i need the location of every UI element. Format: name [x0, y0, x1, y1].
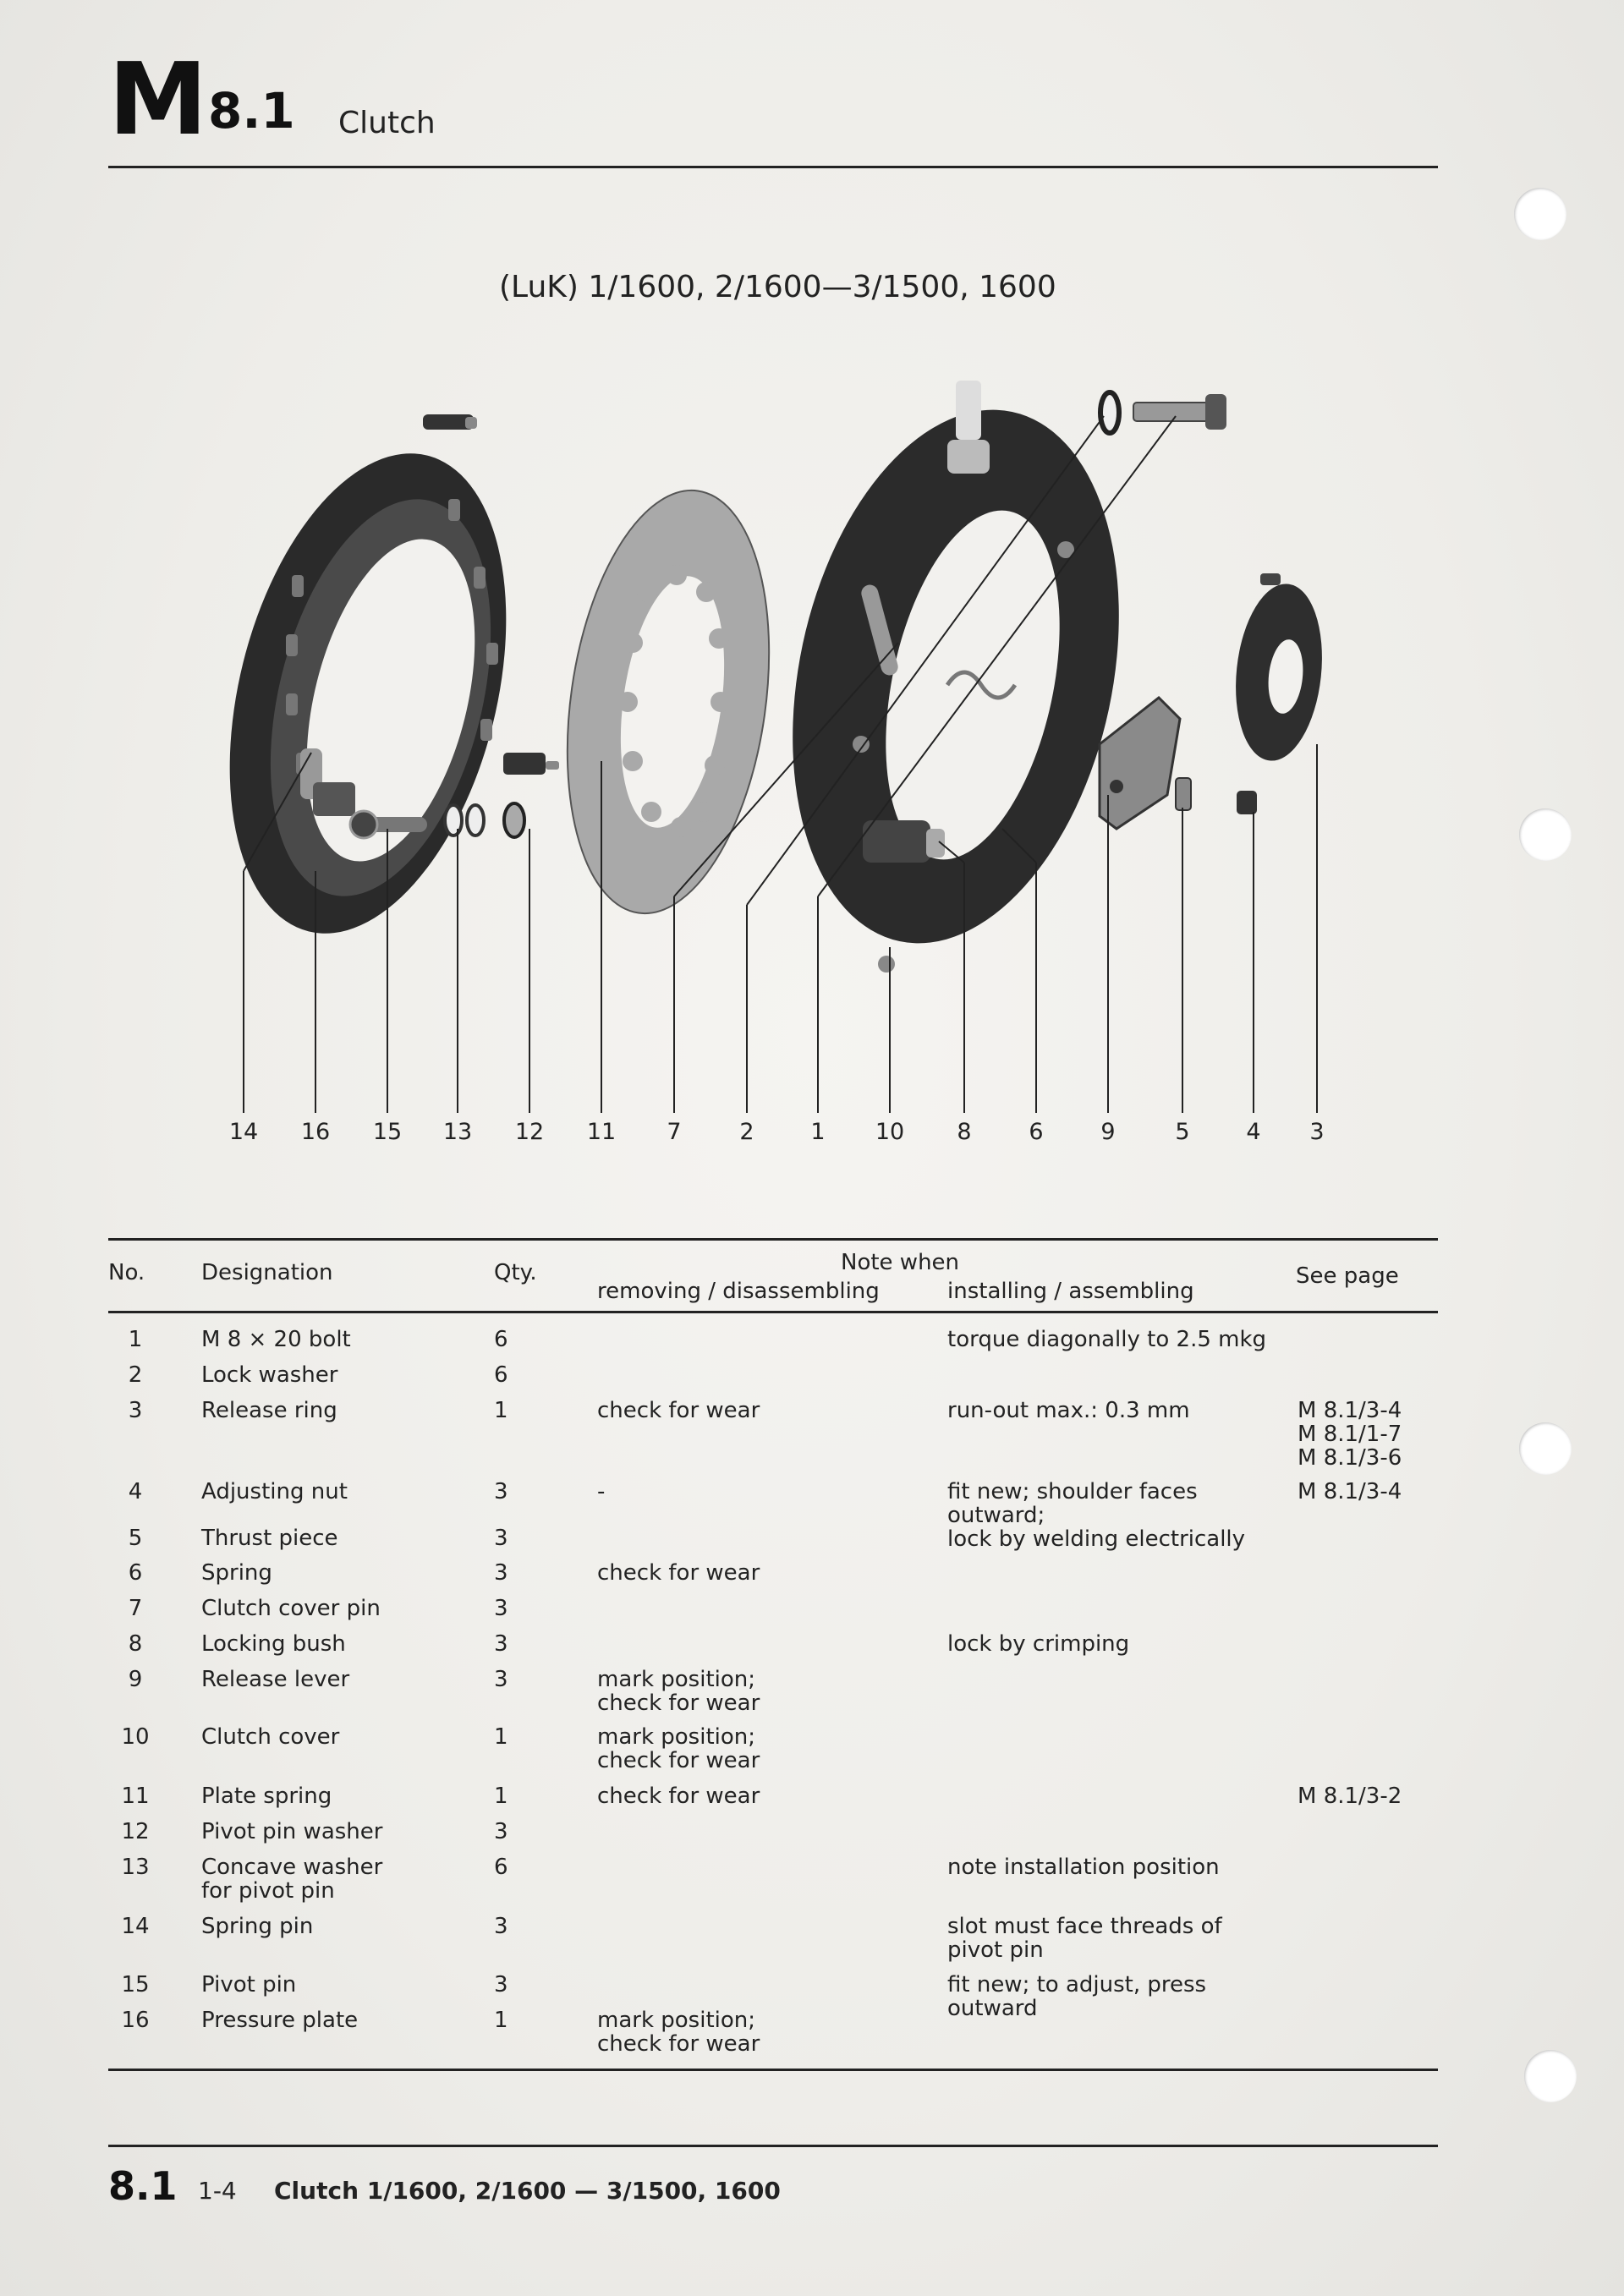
cell-installing: slot must face threads of pivot pin: [947, 1914, 1222, 1963]
cell-no: 12: [121, 1819, 150, 1844]
cell-qty: 6: [494, 1362, 508, 1388]
cell-designation: Pressure plate: [201, 2008, 359, 2033]
clutch-cover-drawing: [747, 380, 1166, 974]
header-no: No.: [108, 1260, 145, 1285]
cell-designation: Clutch cover pin: [201, 1596, 381, 1621]
callout-label: 13: [442, 1119, 473, 1145]
callout-label: 12: [514, 1119, 545, 1145]
cell-designation: Lock washer: [201, 1362, 338, 1388]
callout-label: 8: [957, 1119, 972, 1145]
cell-no: 13: [121, 1855, 150, 1880]
footer-section: 8.1: [108, 2163, 178, 2209]
cell-designation: Spring: [201, 1560, 272, 1586]
cell-see-page: M 8.1/3-4 M 8.1/1-7 M 8.1/3-6: [1298, 1398, 1402, 1471]
cell-installing: fit new; shoulder faces outward; lock by welding electrically: [947, 1479, 1246, 1552]
cell-qty: 3: [494, 1526, 508, 1551]
section-title: Clutch: [338, 106, 436, 140]
cell-qty: 1: [494, 1784, 508, 1809]
cell-no: 1: [128, 1327, 143, 1352]
bolt-and-washer-drawing: [1100, 392, 1226, 433]
release-ring-drawing: [1227, 573, 1330, 765]
cell-no: 6: [128, 1560, 143, 1586]
punch-hole: [1519, 1422, 1572, 1475]
cell-see-page: M 8.1/3-4: [1298, 1479, 1402, 1504]
cell-designation: Plate spring: [201, 1784, 332, 1809]
cell-qty: 3: [494, 1972, 508, 1997]
cell-no: 10: [121, 1724, 150, 1750]
cell-qty: 6: [494, 1327, 508, 1352]
cell-qty: 3: [494, 1596, 508, 1621]
cell-designation: Concave washer for pivot pin: [201, 1855, 383, 1904]
table-top-rule: [108, 1238, 1438, 1241]
cell-no: 9: [128, 1667, 143, 1692]
cell-qty: 3: [494, 1819, 508, 1844]
header-qty: Qty.: [494, 1260, 537, 1285]
callout-label: 1: [810, 1119, 826, 1145]
header-installing: installing / assembling: [947, 1279, 1194, 1304]
pressure-plate-drawing: [184, 414, 559, 962]
cell-removing: mark position; check for wear: [597, 1667, 760, 1716]
cell-qty: 3: [494, 1631, 508, 1657]
cell-installing: lock by crimping: [947, 1631, 1130, 1657]
callout-label: 9: [1100, 1119, 1116, 1145]
footer-page-number: 1-4: [198, 2177, 237, 2205]
cell-installing: note installation position: [947, 1855, 1220, 1880]
cell-designation: Release ring: [201, 1398, 337, 1423]
cell-qty: 3: [494, 1914, 508, 1939]
cell-removing: -: [597, 1479, 606, 1504]
diagram-title: (LuK) 1/1600, 2/1600—3/1500, 1600: [499, 270, 1056, 304]
header-see-page: See page: [1296, 1263, 1399, 1289]
cell-no: 2: [128, 1362, 143, 1388]
cell-see-page: M 8.1/3-2: [1298, 1784, 1402, 1809]
footer-rule: [108, 2145, 1438, 2147]
plate-spring-drawing: [542, 477, 794, 926]
cell-designation: Thrust piece: [201, 1526, 338, 1551]
cell-no: 3: [128, 1398, 143, 1423]
callout-label: 7: [667, 1119, 682, 1145]
cell-qty: 1: [494, 2008, 508, 2033]
callout-label: 4: [1246, 1119, 1261, 1145]
callout-label: 3: [1309, 1119, 1325, 1145]
cell-qty: 3: [494, 1560, 508, 1586]
section-number: 8.1: [208, 82, 295, 140]
cell-qty: 3: [494, 1479, 508, 1504]
punch-hole: [1524, 2050, 1577, 2102]
cell-no: 7: [128, 1596, 143, 1621]
callout-label: 16: [300, 1119, 331, 1145]
table-header-rule: [108, 1311, 1438, 1313]
callout-label: 11: [586, 1119, 617, 1145]
header-removing: removing / disassembling: [597, 1279, 880, 1304]
punch-hole: [1514, 188, 1566, 240]
cell-designation: Pivot pin: [201, 1972, 297, 1997]
cell-removing: mark position; check for wear: [597, 1724, 760, 1773]
cell-designation: Clutch cover: [201, 1724, 340, 1750]
cell-no: 8: [128, 1631, 143, 1657]
callout-label: 10: [875, 1119, 905, 1145]
cell-installing: run-out max.: 0.3 mm: [947, 1398, 1190, 1423]
section-letter: M: [108, 41, 205, 157]
cell-removing: check for wear: [597, 1560, 760, 1586]
callout-label: 2: [739, 1119, 754, 1145]
cell-designation: Release lever: [201, 1667, 350, 1692]
cell-removing: check for wear: [597, 1398, 760, 1423]
cell-installing: torque diagonally to 2.5 mkg: [947, 1327, 1267, 1352]
cell-designation: Spring pin: [201, 1914, 314, 1939]
callout-label: 6: [1029, 1119, 1044, 1145]
cell-designation: Adjusting nut: [201, 1479, 348, 1504]
cell-no: 16: [121, 2008, 150, 2033]
release-lever-drawing: [1100, 698, 1257, 829]
cell-removing: check for wear: [597, 1784, 760, 1809]
header-designation: Designation: [201, 1260, 333, 1285]
callout-label: 5: [1175, 1119, 1190, 1145]
callout-label: 14: [228, 1119, 259, 1145]
header-note-when: Note when: [841, 1250, 960, 1275]
cell-qty: 1: [494, 1398, 508, 1423]
header-rule: [108, 166, 1438, 168]
cell-no: 14: [121, 1914, 150, 1939]
cell-no: 11: [121, 1784, 150, 1809]
cell-no: 15: [121, 1972, 150, 1997]
cell-designation: Pivot pin washer: [201, 1819, 383, 1844]
table-bottom-rule: [108, 2069, 1438, 2071]
exploded-clutch-diagram: [0, 321, 1624, 1125]
callout-label: 15: [372, 1119, 403, 1145]
cell-qty: 3: [494, 1667, 508, 1692]
cell-removing: mark position; check for wear: [597, 2008, 760, 2057]
cell-qty: 1: [494, 1724, 508, 1750]
cell-no: 5: [128, 1526, 143, 1551]
cell-designation: M 8 × 20 bolt: [201, 1327, 351, 1352]
cell-installing: fit new; to adjust, press outward: [947, 1972, 1207, 2021]
footer-description: Clutch 1/1600, 2/1600 — 3/1500, 1600: [274, 2177, 781, 2205]
cell-no: 4: [128, 1479, 143, 1504]
cell-designation: Locking bush: [201, 1631, 346, 1657]
cell-qty: 6: [494, 1855, 508, 1880]
